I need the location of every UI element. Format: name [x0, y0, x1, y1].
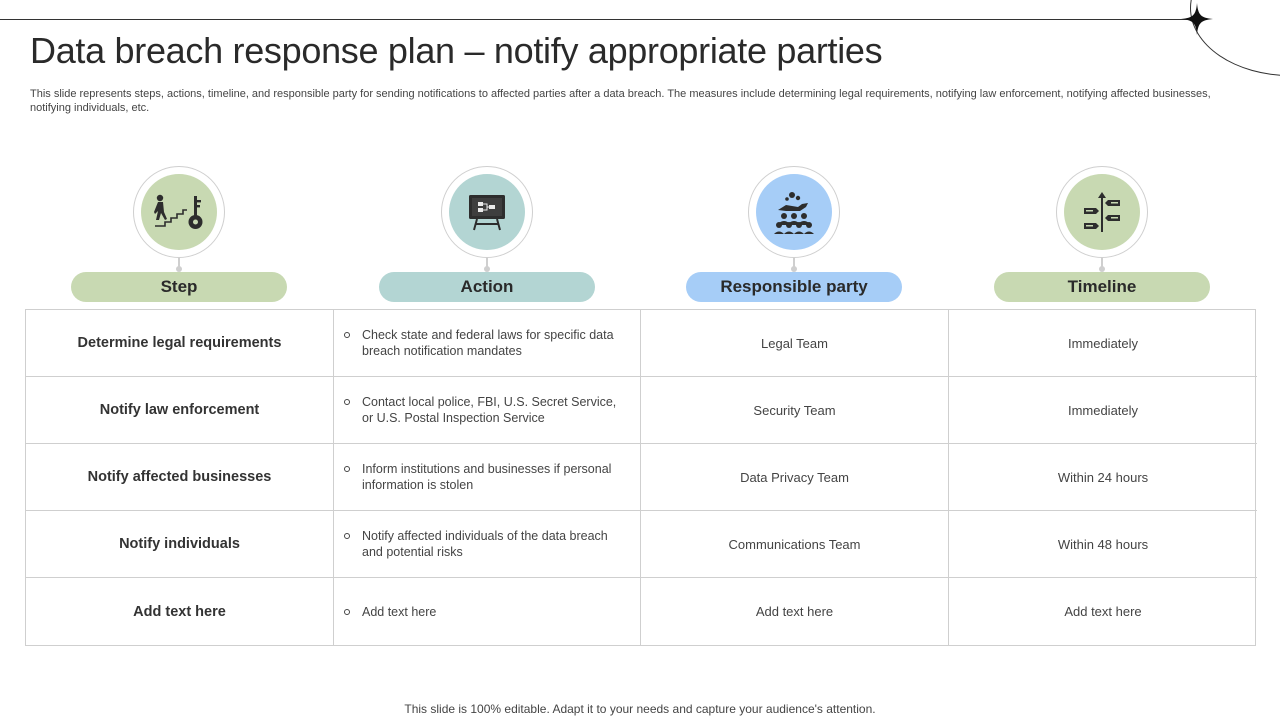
step-cell: Notify law enforcement	[26, 377, 334, 444]
action-text: Notify affected individuals of the data breach and potential risks	[362, 529, 608, 559]
column-label-step: Step	[71, 272, 287, 302]
hollow-bullet-icon	[344, 609, 350, 615]
icon-ring	[133, 166, 225, 258]
step-cell: Add text here	[26, 578, 334, 645]
team-hand-icon	[756, 174, 832, 250]
stairs-key-icon	[141, 174, 217, 250]
top-divider-line	[0, 19, 1190, 20]
timeline-cell: Within 24 hours	[949, 444, 1257, 511]
hollow-bullet-icon	[344, 466, 350, 472]
timeline-arrow-icon	[1064, 174, 1140, 250]
action-cell	[334, 511, 641, 578]
response-plan-table	[25, 309, 1256, 646]
party-cell: Communications Team	[641, 511, 949, 578]
column-header-timeline	[994, 166, 1210, 302]
icon-ring	[1056, 166, 1148, 258]
timeline-cell: Immediately	[949, 310, 1257, 377]
column-label-timeline: Timeline	[994, 272, 1210, 302]
column-header-step	[71, 166, 287, 302]
timeline-cell: Add text here	[1064, 604, 1142, 619]
action-text: Add text here	[362, 604, 437, 619]
party-cell: Security Team	[641, 377, 949, 444]
step-cell: Notify affected businesses	[26, 444, 334, 511]
action-cell	[334, 377, 641, 444]
party-cell: Data Privacy Team	[641, 444, 949, 511]
slide-description: This slide represents steps, actions, timeline, and responsible party for sending notifications to affected parties after a data breach. The measures include determining legal requirements, notifying law enforcement, notifying affected businesses, notifying individuals, etc.	[30, 88, 1211, 114]
sparkle-star-icon	[1181, 3, 1213, 35]
hollow-bullet-icon	[344, 399, 350, 405]
column-label-responsible-party: Responsible party	[686, 272, 902, 302]
hollow-bullet-icon	[344, 332, 350, 338]
step-cell: Notify individuals	[26, 511, 334, 578]
icon-ring	[441, 166, 533, 258]
party-cell: Legal Team	[641, 310, 949, 377]
timeline-cell: Immediately	[949, 377, 1257, 444]
step-cell: Determine legal requirements	[26, 310, 334, 377]
party-cell: Add text here	[641, 578, 949, 645]
action-text: Check state and federal laws for specific data breach notification mandates	[362, 328, 614, 358]
column-header-responsible-party	[686, 166, 902, 302]
slide-title: Data breach response plan – notify appropriate parties	[30, 30, 883, 71]
hollow-bullet-icon	[344, 533, 350, 539]
presentation-board-icon	[449, 174, 525, 250]
action-cell	[334, 444, 641, 511]
action-cell	[334, 578, 641, 645]
action-text: Contact local police, FBI, U.S. Secret Service, or U.S. Postal Inspection Service	[362, 395, 617, 425]
action-text: Inform institutions and businesses if personal information is stolen	[362, 462, 612, 492]
column-label-action: Action	[379, 272, 595, 302]
icon-ring	[748, 166, 840, 258]
timeline-cell: Within 48 hours	[949, 511, 1257, 578]
footer-note: This slide is 100% editable. Adapt it to your needs and capture your audience's attention.	[404, 702, 876, 716]
column-header-action	[379, 166, 595, 302]
action-cell	[334, 310, 641, 377]
